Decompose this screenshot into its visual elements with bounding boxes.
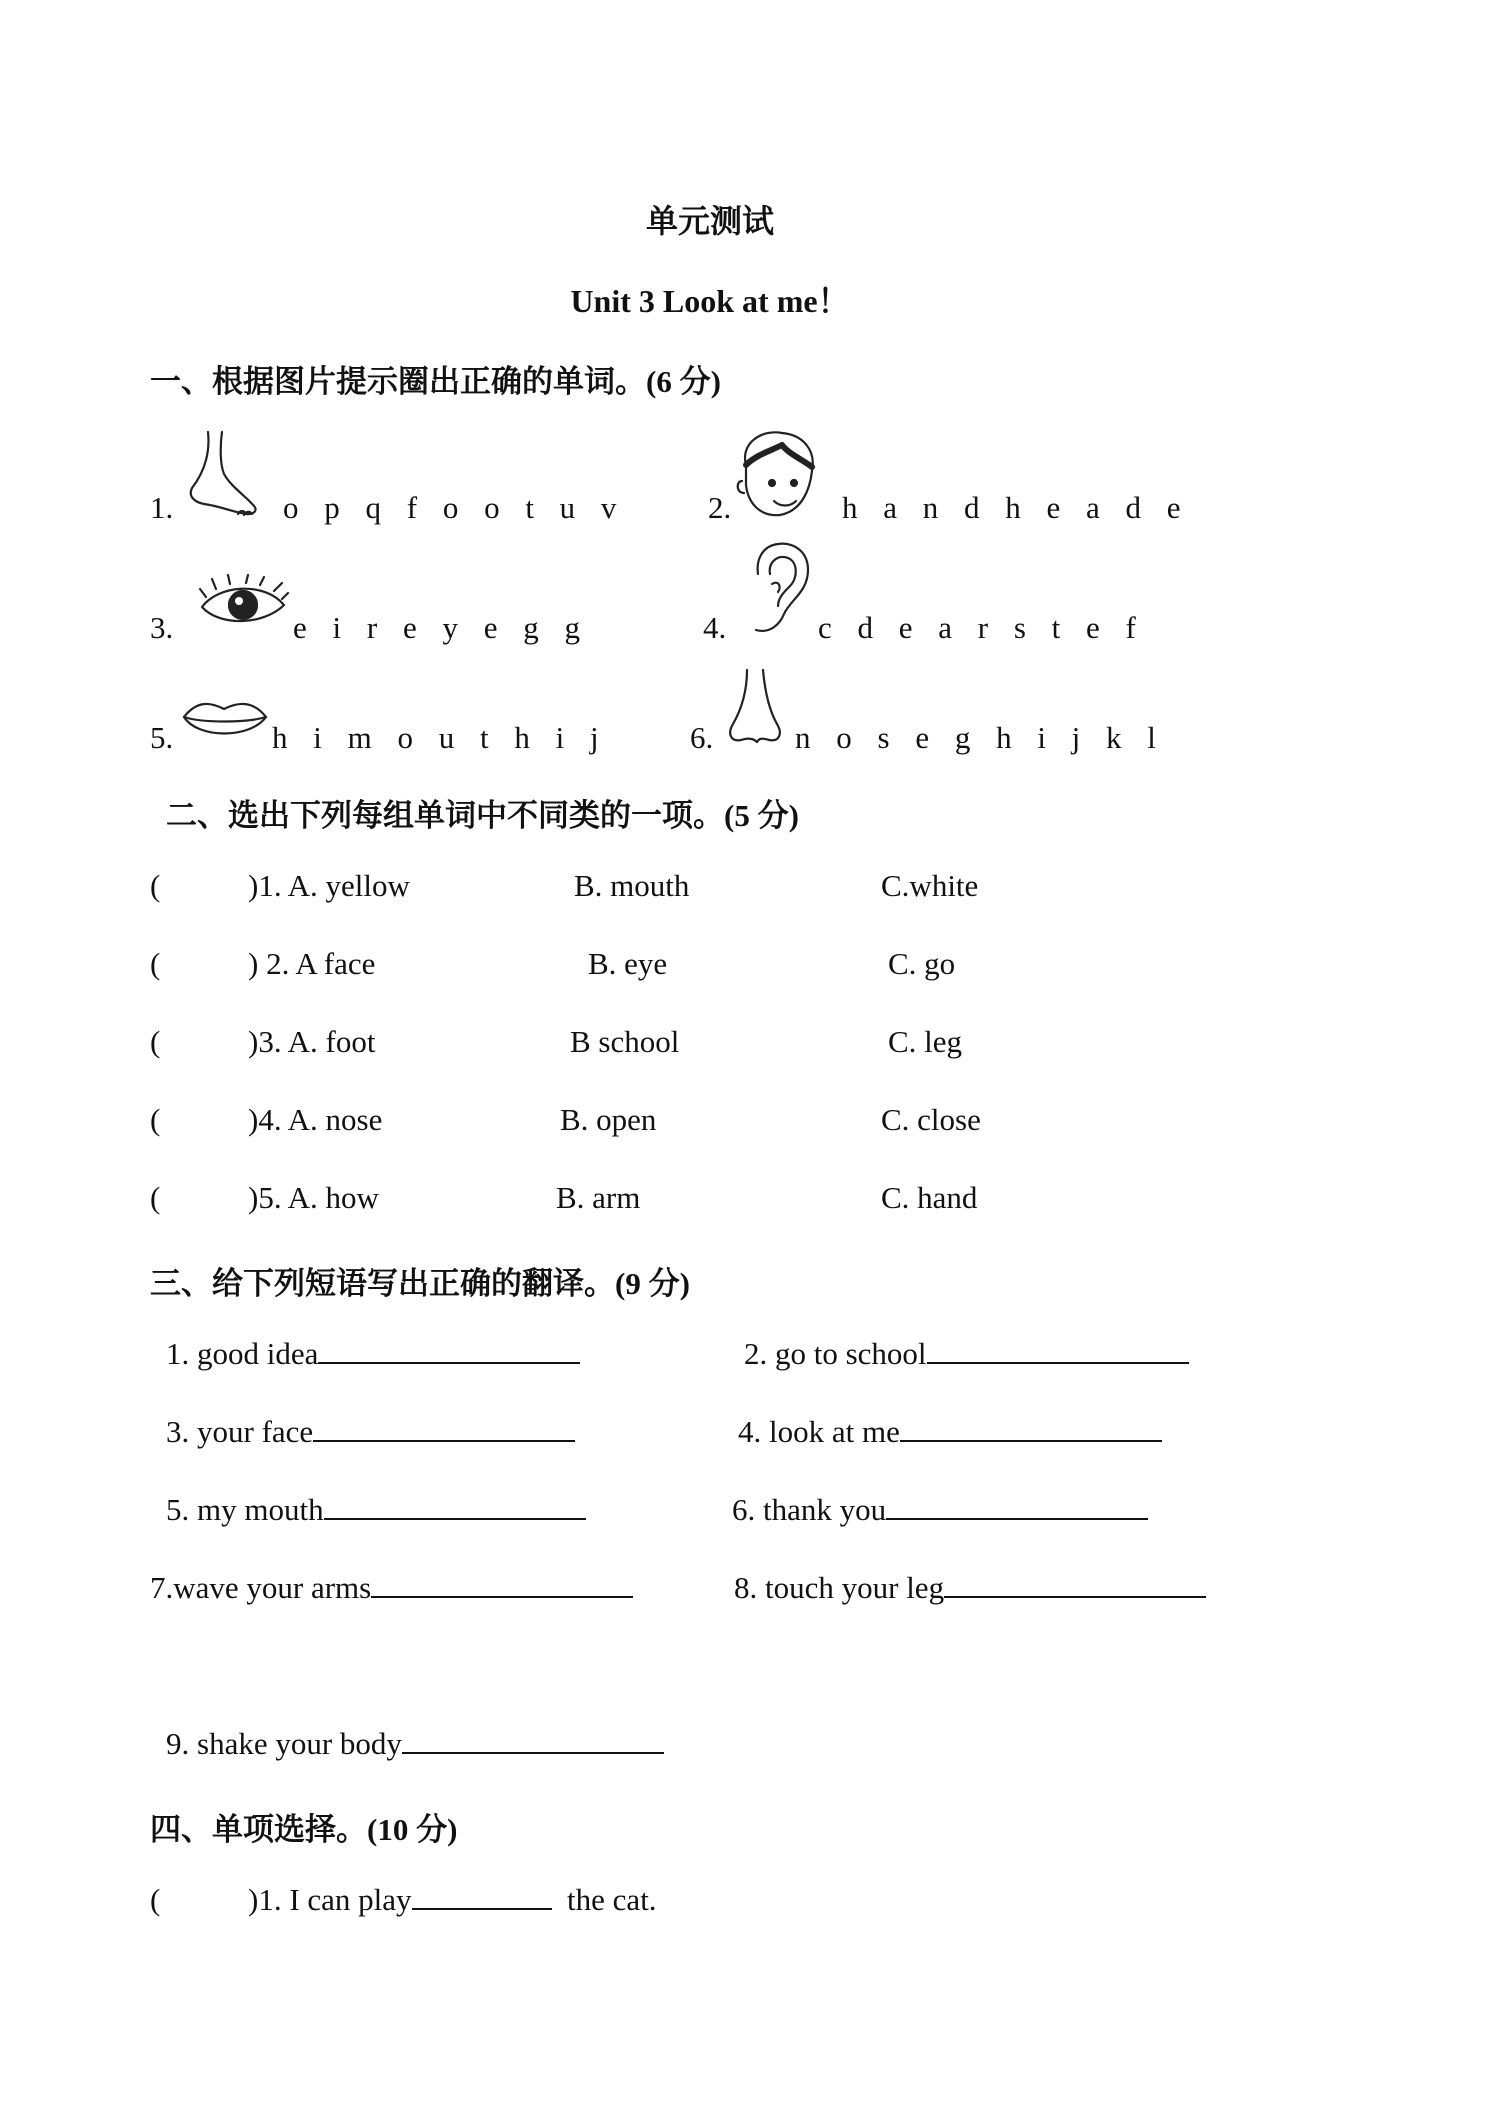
question-text: )1. I can play the cat. [248, 1882, 657, 1917]
phrase-item: 6. thank you [732, 1492, 1148, 1528]
question-text: ) 2. A face [248, 946, 376, 981]
phrase-item: 1. good idea [166, 1336, 580, 1372]
phrase-item: 8. touch your leg [734, 1570, 1206, 1606]
option-c: C.white [881, 868, 979, 903]
item6-letters: n o s e g h i j k l [795, 720, 1165, 755]
section4-heading: 四、单项选择。(10 分) [150, 1812, 458, 1847]
item2-number: 2. [708, 490, 732, 525]
page-title: 单元测试 [645, 203, 774, 239]
item3-letters: e i r e y e g g [293, 610, 589, 645]
answer-paren[interactable]: ( [150, 868, 161, 903]
item2-letters: h a n d h e a d e [842, 490, 1190, 525]
option-b: B. mouth [574, 868, 690, 903]
item4-letters: c d e a r s t e f [818, 610, 1145, 645]
item5-number: 5. [150, 720, 174, 755]
phrase-item: 2. go to school [744, 1336, 1189, 1372]
option-c: C. hand [881, 1180, 978, 1215]
head-icon [732, 425, 822, 525]
answer-paren[interactable]: ( [150, 946, 161, 981]
item6-number: 6. [690, 720, 714, 755]
item5-letters: h i m o u t h i j [272, 720, 608, 755]
answer-paren[interactable]: ( [150, 1882, 161, 1917]
phrase-item: 9. shake your body [166, 1726, 664, 1762]
question-text: )4. A. nose [248, 1102, 383, 1137]
answer-blank[interactable] [944, 1570, 1206, 1598]
question-text: )5. A. how [248, 1180, 379, 1215]
phrase-item: 4. look at me [738, 1414, 1162, 1450]
answer-paren[interactable]: ( [150, 1024, 161, 1059]
answer-blank[interactable] [371, 1570, 633, 1598]
phrase-item: 5. my mouth [166, 1492, 586, 1528]
question-text: )1. A. yellow [248, 868, 410, 903]
question-text: )3. A. foot [248, 1024, 376, 1059]
option-b: B. open [560, 1102, 657, 1137]
section3-heading: 三、给下列短语写出正确的翻译。(9 分) [150, 1266, 690, 1301]
answer-blank[interactable] [324, 1492, 586, 1520]
ear-icon [748, 540, 818, 640]
answer-blank[interactable] [313, 1414, 575, 1442]
option-b: B school [570, 1024, 680, 1059]
answer-paren[interactable]: ( [150, 1102, 161, 1137]
item1-number: 1. [150, 490, 174, 525]
answer-blank[interactable] [900, 1414, 1162, 1442]
mouth-icon [180, 695, 270, 745]
eye-icon [198, 575, 288, 635]
unit-subtitle: Unit 3 Look at me！ [570, 283, 850, 319]
option-c: C. close [881, 1102, 981, 1137]
answer-blank[interactable] [886, 1492, 1148, 1520]
phrase-item: 3. your face [166, 1414, 575, 1450]
item1-letters: o p q f o o t u v [283, 490, 626, 525]
option-c: C. leg [888, 1024, 963, 1059]
item4-number: 4. [703, 610, 727, 645]
answer-blank[interactable] [402, 1726, 664, 1754]
item3-number: 3. [150, 610, 174, 645]
answer-blank[interactable] [318, 1336, 580, 1364]
section1-heading: 一、根据图片提示圈出正确的单词。(6 分) [150, 364, 721, 399]
section2-heading: 二、选出下列每组单词中不同类的一项。(5 分) [166, 798, 799, 833]
option-b: B. arm [556, 1180, 641, 1215]
answer-blank[interactable] [412, 1882, 552, 1910]
option-c: C. go [888, 946, 956, 981]
phrase-item: 7.wave your arms [150, 1570, 633, 1606]
foot-icon [180, 430, 265, 525]
answer-paren[interactable]: ( [150, 1180, 161, 1215]
answer-blank[interactable] [927, 1336, 1189, 1364]
option-b: B. eye [588, 946, 668, 981]
nose-icon [725, 668, 785, 748]
